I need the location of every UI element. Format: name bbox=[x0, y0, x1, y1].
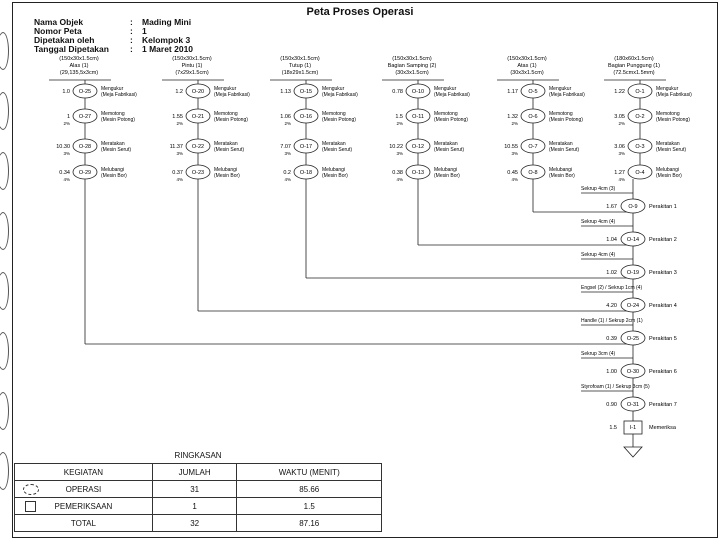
operation-scrap: 3% bbox=[176, 151, 183, 156]
assembly-time: 1.02 bbox=[606, 270, 617, 276]
operation-name: Melubangi bbox=[322, 167, 346, 173]
material-label: (150x30x1.5cm) bbox=[59, 56, 99, 62]
operation-circle-icon bbox=[23, 484, 39, 495]
assembly-code: O-31 bbox=[626, 402, 640, 408]
operation-code: O-17 bbox=[299, 144, 313, 150]
assembly-code: O-14 bbox=[626, 237, 640, 243]
summary-count: 31 bbox=[152, 481, 237, 498]
header-colon: : bbox=[130, 35, 133, 45]
operation-name: Mengukur bbox=[322, 86, 345, 92]
assembly-time: 1.67 bbox=[606, 204, 617, 210]
operation-code: O-13 bbox=[411, 170, 425, 176]
assembly-input: Handle (1) / Sekrup 2cm (1) bbox=[581, 318, 643, 324]
operation-time: 10.22 bbox=[389, 144, 403, 150]
operation-name: Memotong bbox=[656, 111, 680, 117]
operation-time: 0.78 bbox=[392, 89, 403, 95]
inspection-time: 1.5 bbox=[609, 425, 617, 431]
operation-time: 1.17 bbox=[507, 89, 518, 95]
operation-name: Melubangi bbox=[434, 167, 458, 173]
header-key: Nomor Peta bbox=[34, 26, 82, 36]
summary-time: 85.66 bbox=[237, 481, 382, 498]
material-label: (180x60x1.5cm) bbox=[614, 56, 654, 62]
operation-name: Melubangi bbox=[549, 167, 573, 173]
operation-machine: (Mesin Serut) bbox=[656, 147, 687, 153]
assembly-name: Perakitan 6 bbox=[649, 369, 677, 375]
operation-machine: (Mesin Serut) bbox=[322, 147, 353, 153]
header-key: Dipetakan oleh bbox=[34, 35, 95, 45]
operation-code: O-1 bbox=[635, 89, 645, 95]
material-label: (29,135,5x3cm) bbox=[59, 70, 99, 76]
summary-count: 32 bbox=[152, 515, 237, 532]
inspection-name: Memeriksa bbox=[649, 425, 676, 431]
operation-scrap: 4% bbox=[284, 177, 291, 182]
operation-time: 1.0 bbox=[62, 89, 70, 95]
operation-scrap: 4% bbox=[396, 177, 403, 182]
operation-name: Mengukur bbox=[549, 86, 572, 92]
operation-scrap: 2% bbox=[63, 121, 70, 126]
operation-code: O-3 bbox=[635, 144, 645, 150]
assembly-input: Sekrup 4cm (4) bbox=[581, 219, 616, 225]
operation-name: Memotong bbox=[322, 111, 346, 117]
material-label: Tutup (1) bbox=[288, 63, 312, 69]
operation-name: Mengukur bbox=[101, 86, 124, 92]
operation-machine: (Mesin Potong) bbox=[322, 117, 356, 123]
material-label: (72.5cmx1.5mm) bbox=[613, 70, 655, 76]
assembly-time: 1.04 bbox=[606, 237, 617, 243]
operation-name: Melubangi bbox=[656, 167, 680, 173]
operation-name: Memotong bbox=[434, 111, 458, 117]
operation-name: Mengukur bbox=[214, 86, 237, 92]
page-title: Peta Proses Operasi bbox=[306, 6, 414, 18]
header-key: Nama Objek bbox=[34, 17, 84, 27]
summary-time: 1.5 bbox=[237, 498, 382, 515]
material-label: (150x30x1.5cm) bbox=[172, 56, 212, 62]
assembly-code: O-9 bbox=[628, 204, 638, 210]
storage-triangle bbox=[624, 447, 642, 457]
material-label: (18x29x1.5cm) bbox=[281, 70, 319, 76]
operation-machine: (Mesin Bor) bbox=[322, 173, 348, 179]
operation-time: 1.06 bbox=[280, 114, 291, 120]
operation-code: O-8 bbox=[528, 170, 538, 176]
operation-code: O-27 bbox=[78, 114, 92, 120]
operation-machine: (Mesin Bor) bbox=[214, 173, 240, 179]
operation-machine: (Meja Fabrikasi) bbox=[656, 92, 692, 98]
operation-name: Melubangi bbox=[214, 167, 238, 173]
material-label: (30x3x1.5cm) bbox=[395, 70, 429, 76]
operation-name: Meratakan bbox=[549, 141, 573, 147]
operation-code: O-6 bbox=[528, 114, 538, 120]
material-label: (150x30x1.5cm) bbox=[280, 56, 320, 62]
operation-machine: (Mesin Potong) bbox=[656, 117, 690, 123]
operation-name: Memotong bbox=[101, 111, 125, 117]
operation-scrap: 2% bbox=[511, 121, 518, 126]
operation-name: Memotong bbox=[549, 111, 573, 117]
operation-code: O-28 bbox=[78, 144, 92, 150]
assembly-time: 0.39 bbox=[606, 336, 617, 342]
operation-scrap: 3% bbox=[618, 151, 625, 156]
header-value: 1 Maret 2010 bbox=[142, 44, 194, 54]
operation-scrap: 4% bbox=[63, 177, 70, 182]
summary-activity bbox=[15, 481, 153, 498]
operation-time: 1.13 bbox=[280, 89, 291, 95]
summary-header: WAKTU (MENIT) bbox=[237, 464, 382, 481]
operation-machine: (Mesin Serut) bbox=[214, 147, 245, 153]
operation-machine: (Mesin Bor) bbox=[434, 173, 460, 179]
operation-machine: (Mesin Potong) bbox=[549, 117, 583, 123]
summary-table bbox=[14, 447, 382, 532]
operation-time: 11.37 bbox=[169, 144, 183, 150]
operation-code: O-25 bbox=[78, 89, 92, 95]
assembly-name: Perakitan 7 bbox=[649, 402, 677, 408]
assembly-time: 0.90 bbox=[606, 402, 617, 408]
operation-machine: (Mesin Potong) bbox=[214, 117, 248, 123]
operation-name: Meratakan bbox=[101, 141, 125, 147]
assembly-name: Perakitan 5 bbox=[649, 336, 677, 342]
operation-time: 10.30 bbox=[56, 144, 70, 150]
operation-code: O-2 bbox=[635, 114, 645, 120]
assembly-code: O-19 bbox=[626, 270, 640, 276]
operation-time: 1.2 bbox=[175, 89, 183, 95]
operation-time: 3.05 bbox=[614, 114, 625, 120]
operation-code: O-22 bbox=[191, 144, 205, 150]
operation-scrap: 2% bbox=[396, 121, 403, 126]
operation-code: O-10 bbox=[411, 89, 425, 95]
assembly-input: Sekrup 4cm (3) bbox=[581, 186, 616, 192]
assembly-time: 1.00 bbox=[606, 369, 617, 375]
material-label: (30x3x1.5cm) bbox=[510, 70, 544, 76]
operation-machine: (Meja Fabrikasi) bbox=[434, 92, 470, 98]
operation-scrap: 4% bbox=[511, 177, 518, 182]
operation-machine: (Meja Fabrikasi) bbox=[322, 92, 358, 98]
summary-header: KEGIATAN bbox=[15, 464, 153, 481]
operation-code: O-4 bbox=[635, 170, 645, 176]
summary-count: 1 bbox=[152, 498, 237, 515]
assembly-time: 4.20 bbox=[606, 303, 617, 309]
assembly-code: O-24 bbox=[626, 303, 640, 309]
operation-scrap: 4% bbox=[176, 177, 183, 182]
material-label: (150x30x1.5cm) bbox=[392, 56, 432, 62]
operation-machine: (Mesin Serut) bbox=[101, 147, 132, 153]
material-label: Bagian Punggung (1) bbox=[608, 63, 660, 69]
operation-time: 1 bbox=[66, 114, 70, 120]
operation-code: O-15 bbox=[299, 89, 313, 95]
operation-name: Melubangi bbox=[101, 167, 125, 173]
operation-name: Memotong bbox=[214, 111, 238, 117]
operation-name: Meratakan bbox=[322, 141, 346, 147]
operation-machine: (Mesin Potong) bbox=[434, 117, 468, 123]
operation-machine: (Meja Fabrikasi) bbox=[101, 92, 137, 98]
operation-code: O-16 bbox=[299, 114, 313, 120]
operation-time: 10.55 bbox=[504, 144, 518, 150]
operation-time: 0.34 bbox=[59, 170, 70, 176]
material-label: Alas (1) bbox=[69, 63, 89, 69]
operation-machine: (Mesin Bor) bbox=[656, 173, 682, 179]
header-value: 1 bbox=[142, 26, 147, 36]
summary-time: 87.16 bbox=[237, 515, 382, 532]
operation-scrap: 3% bbox=[396, 151, 403, 156]
header-colon: : bbox=[130, 26, 133, 36]
operation-machine: (Mesin Bor) bbox=[549, 173, 575, 179]
operation-machine: (Meja Fabrikasi) bbox=[214, 92, 250, 98]
summary-activity-label: OPERASI bbox=[65, 484, 102, 494]
operation-machine: (Mesin Potong) bbox=[101, 117, 135, 123]
inspection-code: I-1 bbox=[629, 425, 637, 431]
operation-time: 7.07 bbox=[280, 144, 291, 150]
operation-name: Mengukur bbox=[656, 86, 679, 92]
operation-name: Mengukur bbox=[434, 86, 457, 92]
operation-time: 1.22 bbox=[614, 89, 625, 95]
assembly-input: Sekrup 3cm (4) bbox=[581, 351, 616, 357]
assembly-name: Perakitan 1 bbox=[649, 204, 677, 210]
summary-title: RINGKASAN bbox=[15, 447, 382, 464]
summary-activity bbox=[15, 498, 153, 515]
operation-scrap: 2% bbox=[618, 121, 625, 126]
operation-name: Meratakan bbox=[434, 141, 458, 147]
operation-time: 1.55 bbox=[172, 114, 183, 120]
assembly-input: Sekrup 4cm (4) bbox=[581, 252, 616, 258]
operation-code: O-7 bbox=[528, 144, 538, 150]
operation-time: 1.27 bbox=[614, 170, 625, 176]
operation-code: O-21 bbox=[191, 114, 205, 120]
operation-name: Meratakan bbox=[656, 141, 680, 147]
assembly-input: Styrofoam (1) / Sekrup 3cm (5) bbox=[581, 384, 650, 390]
header-colon: : bbox=[130, 44, 133, 54]
material-label: Atas (1) bbox=[517, 63, 537, 69]
assembly-code: O-30 bbox=[626, 369, 640, 375]
material-label: (150x30x1.5cm) bbox=[507, 56, 547, 62]
operation-code: O-20 bbox=[191, 89, 205, 95]
operation-code: O-23 bbox=[191, 170, 205, 176]
operation-time: 0.45 bbox=[507, 170, 518, 176]
assembly-name: Perakitan 4 bbox=[649, 303, 677, 309]
operation-name: Meratakan bbox=[214, 141, 238, 147]
operation-scrap: 3% bbox=[511, 151, 518, 156]
summary-header: JUMLAH bbox=[152, 464, 237, 481]
operation-time: 1.5 bbox=[395, 114, 403, 120]
header-value: Kelompok 3 bbox=[142, 35, 191, 45]
operation-time: 0.38 bbox=[392, 170, 403, 176]
operation-code: O-12 bbox=[411, 144, 425, 150]
operation-time: 1.32 bbox=[507, 114, 518, 120]
operation-time: 0.37 bbox=[172, 170, 183, 176]
assembly-input: Engsel (2) / Sekrup 1cm (4) bbox=[581, 285, 643, 291]
summary-activity-label: PEMERIKSAAN bbox=[54, 501, 113, 511]
inspection-square-icon bbox=[25, 501, 36, 512]
operation-machine: (Mesin Serut) bbox=[434, 147, 465, 153]
operation-machine: (Meja Fabrikasi) bbox=[549, 92, 585, 98]
header-value: Mading Mini bbox=[142, 17, 192, 27]
material-label: Pintu (1) bbox=[181, 63, 203, 69]
operation-machine: (Mesin Serut) bbox=[549, 147, 580, 153]
operation-time: 0.2 bbox=[283, 170, 291, 176]
assembly-name: Perakitan 3 bbox=[649, 270, 677, 276]
operation-scrap: 2% bbox=[176, 121, 183, 126]
operation-scrap: 3% bbox=[284, 151, 291, 156]
operation-scrap: 2% bbox=[284, 121, 291, 126]
operation-machine: (Mesin Bor) bbox=[101, 173, 127, 179]
material-label: (7x29x1.5cm) bbox=[175, 70, 209, 76]
operation-scrap: 4% bbox=[618, 177, 625, 182]
operation-code: O-18 bbox=[299, 170, 313, 176]
assembly-name: Perakitan 2 bbox=[649, 237, 677, 243]
operation-scrap: 3% bbox=[63, 151, 70, 156]
material-label: Bagian Samping (2) bbox=[387, 63, 437, 69]
operation-code: O-11 bbox=[412, 114, 424, 120]
assembly-code: O-25 bbox=[626, 336, 640, 342]
operation-code: O-29 bbox=[78, 170, 92, 176]
header-key: Tanggal Dipetakan bbox=[34, 44, 109, 54]
header-colon: : bbox=[130, 17, 133, 27]
operation-code: O-5 bbox=[528, 89, 538, 95]
summary-activity: TOTAL bbox=[15, 515, 153, 532]
operation-time: 3.06 bbox=[614, 144, 625, 150]
